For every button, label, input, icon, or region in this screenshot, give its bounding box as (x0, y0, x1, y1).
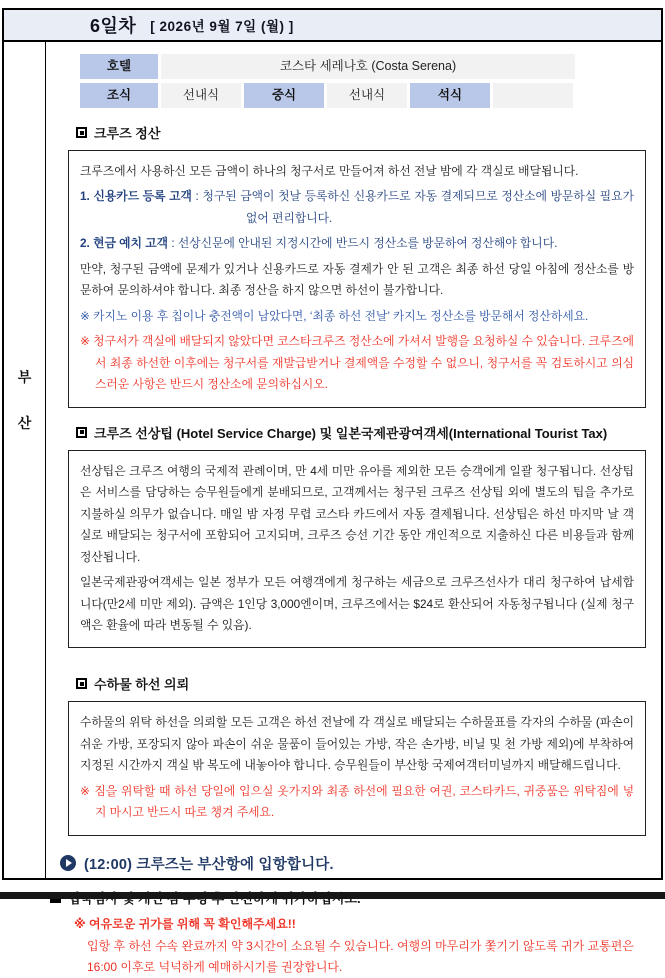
service-charge-p1: 선상팁은 크루즈 여행의 국제적 관례이며, 만 4세 미만 유아를 제외한 모든 승객에게 일괄 청구됩니다. 선상팁은 서비스를 담당하는 승무원들에게 분배되므로, 고객께서는 청구된 크루즈 선상팁 외에 별도의 팁을 추가로 지불하실 의무가 없습니다. 매일 밤 자정 무렵 코스타 카드에서 자동 결제됩니다. 선상팁은 하선 마지막 날 객실로 배달되는 청구서에 포함되어 고지되며, 크루즈 승선 기간 동안 개인적으로 지출하신 다른 비용들과 함께 정산됩니다. (80, 463, 634, 564)
day-number: 6일차 (90, 16, 137, 36)
port-sidebar (4, 42, 46, 878)
settlement-heading-text: 크루즈 정산 (94, 126, 161, 141)
luggage-warning: ※ 짐을 위탁할 때 하선 당일에 입으실 옷가지와 최종 하선에 필요한 여권, 코스타카드, 귀중품은 위탁짐에 넣지 마시고 반드시 따로 챙겨 주세요. (80, 783, 634, 820)
return-reminder-title: ※ 여유로운 귀가를 위해 꼭 확인해주세요!! (74, 916, 296, 931)
return-reminder-body: 입항 후 하선 수속 완료까지 약 3시간이 소요될 수 있습니다. 여행의 마무리가 쫓기기 않도록 귀가 교통편은 16:00 이후로 넉넉하게 예매하시기를 권장합니다. (87, 938, 634, 974)
settlement-p2 (80, 186, 634, 229)
arrival-text: (12:00) 크루즈는 부산항에 입항합니다. (84, 856, 334, 873)
day-header (2, 8, 663, 42)
square-bullet-icon (76, 127, 87, 138)
hotel-row (80, 54, 647, 79)
settlement-p3-rest: : 선상신문에 안내된 지정시간에 반드시 정산소를 방문하여 정산해야 합니다. (168, 236, 558, 251)
body-frame (2, 42, 663, 974)
breakfast-value: 선내식 (161, 83, 241, 108)
hotel-meal-table (80, 54, 647, 108)
settlement-invoice-warning: ※ 청구서가 객실에 배달되지 않았다면 코스타크루즈 정산소에 가셔서 발행을 요청하실 수 있습니다. 크루즈에서 최종 하선한 이후에는 청구서를 재발급받거나 결제액을 수정할 수 없으니, 청구서를 꼭 검토하시고 의심스러운 사항은 반드시 정산소에 문의하십시오. (80, 334, 634, 392)
square-bullet-icon (76, 427, 87, 438)
settlement-p2-lead: 1. 신용카드 등록 고객 (80, 189, 192, 204)
luggage-box (68, 701, 646, 835)
itinerary-page (0, 8, 665, 974)
hotel-label: 호텔 (80, 54, 158, 79)
dinner-value (493, 83, 573, 108)
settlement-box (68, 150, 646, 408)
settlement-p1: 크루즈에서 사용하신 모든 금액이 하나의 청구서로 만들어져 하선 전날 밤에 각 객실로 배달됩니다. (80, 164, 579, 178)
hotel-value: 코스타 세레나호 (Costa Serena) (161, 54, 575, 79)
service-charge-heading-text: 크루즈 선상팁 (Hotel Service Charge) 및 일본국제관광여객세(International Tourist Tax) (94, 425, 608, 441)
breakfast-label: 조식 (80, 83, 158, 108)
settlement-heading (76, 123, 647, 142)
settlement-p2-rest: : 청구된 금액이 첫날 등록하신 신용카드로 자동 결제되므로 정산소에 방문하실 필요가 없어 편리합니다. (191, 189, 634, 225)
port-char-2: 산 (17, 415, 32, 431)
service-charge-p2: 일본국제관광여객세는 일본 정부가 모든 여행객에게 청구하는 세금으로 크루즈선사가 대리 청구하여 납세합니다(만2세 미만 제외). 금액은 1인당 3,000엔이며, 크루즈에서는 $24로 환산되어 자동청구됩니다 (실제 청구액은 환율에 따라 변동될 수 있음). (80, 575, 634, 632)
settlement-p4: 만약, 청구된 금액에 문제가 있거나 신용카드로 자동 결제가 안 된 고객은 최종 하선 당일 아침에 정산소를 방문하여 문의하셔야 합니다. 최종 정산을 하지 않으면 하선이 불가합니다. (80, 261, 634, 298)
luggage-p1: 수하물의 위탁 하선을 의뢰할 모든 고객은 하선 전날에 각 객실로 배달되는 수하물표를 각자의 수하물 (파손이 쉬운 가방, 포장되지 않아 파손이 쉬운 물품이 들어있는 가방, 작은 손가방, 비닐 및 천 가방 제외)에 부착하여 지정된 시간까지 객실 밖 복도에 내놓아야 합니다. 승무원들이 부산항 국제여객터미널까지 배달해드립니다. (80, 715, 634, 773)
service-charge-heading (76, 423, 647, 442)
page-bottom-divider (0, 892, 665, 899)
day-date: [ 2026년 9월 7일 (월) ] (150, 19, 294, 34)
luggage-heading-text: 수하물 하선 의뢰 (94, 677, 190, 693)
lunch-value: 선내식 (327, 83, 407, 108)
port-char-1: 부 (17, 369, 32, 385)
forward-circle-icon (60, 855, 76, 871)
port-name (18, 367, 32, 433)
lunch-label: 중식 (244, 83, 324, 108)
settlement-p3 (80, 233, 634, 254)
luggage-heading (76, 674, 647, 693)
settlement-casino-note: ※ 카지노 이용 후 칩이나 충전액이 남았다면, ‘최종 하선 전날’ 카지노 정산소를 방문해서 정산하세요. (80, 308, 589, 323)
settlement-p3-lead: 2. 현금 예치 고객 (80, 236, 169, 251)
square-bullet-icon (76, 678, 87, 689)
dinner-label: 석식 (410, 83, 490, 108)
content-area (46, 42, 661, 974)
arrival-line (60, 853, 647, 874)
meals-row (80, 83, 647, 108)
service-charge-box (68, 450, 646, 649)
